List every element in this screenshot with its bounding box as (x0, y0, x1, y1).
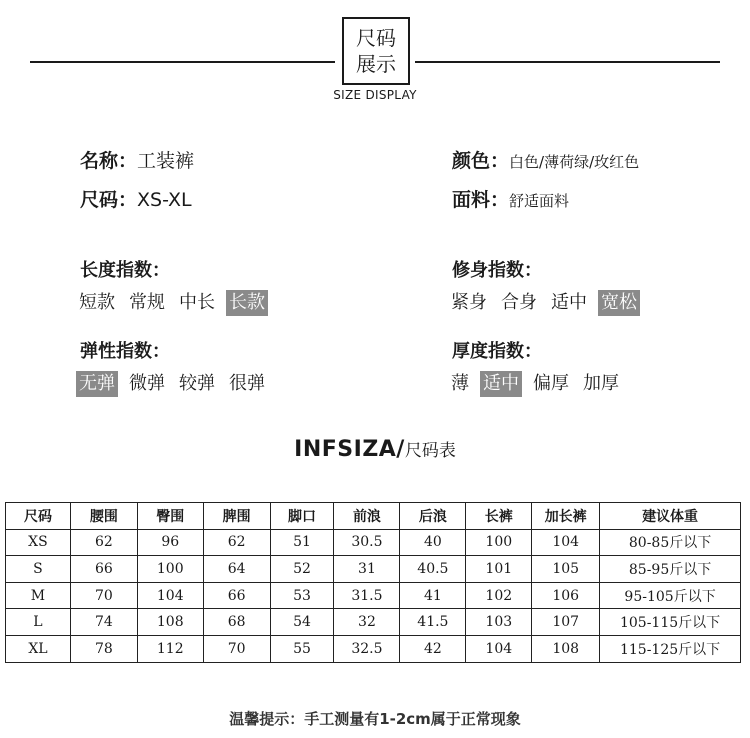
info-color-label: 颜色： (452, 150, 510, 172)
table-cell: XS (6, 529, 71, 556)
table-cell: 64 (203, 556, 270, 583)
table-cell: S (6, 556, 71, 583)
column-header: 后浪 (400, 503, 466, 530)
table-cell: 108 (532, 635, 600, 662)
size-chart-subtitle: 尺码表 (404, 441, 456, 461)
table-cell: 103 (466, 609, 532, 636)
thickness-option: 适中 (480, 371, 522, 397)
size-table-header-row (6, 503, 741, 530)
table-cell: 80-85斤以下 (600, 529, 741, 556)
table-cell: 74 (70, 609, 137, 636)
table-cell: 112 (137, 635, 203, 662)
column-header: 脚口 (270, 503, 334, 530)
size-chart-brand: INFSIZA/ (294, 437, 405, 462)
fit-option: 宽松 (598, 290, 640, 316)
elasticity-index-options (76, 371, 276, 397)
column-header: 建议体重 (600, 503, 741, 530)
table-cell: 40.5 (400, 556, 466, 583)
table-row (6, 556, 741, 583)
length-option: 短款 (79, 292, 115, 313)
length-option: 长款 (226, 290, 268, 316)
table-cell: 62 (70, 529, 137, 556)
table-cell: XL (6, 635, 71, 662)
size-table (5, 502, 741, 663)
table-cell: 40 (400, 529, 466, 556)
fit-option: 适中 (551, 292, 587, 313)
thickness-index-options (448, 371, 630, 397)
table-cell: L (6, 609, 71, 636)
table-cell: 105-115斤以下 (600, 609, 741, 636)
table-cell: 100 (137, 556, 203, 583)
header-title-line2: 展示 (356, 52, 396, 76)
thickness-option: 薄 (451, 373, 469, 394)
thickness-option: 加厚 (583, 373, 619, 394)
elasticity-index-title: 弹性指数： (80, 341, 170, 362)
table-row (6, 635, 741, 662)
column-header: 尺码 (6, 503, 71, 530)
header-rule-left (30, 61, 335, 63)
table-cell: 32.5 (334, 635, 400, 662)
table-row (6, 582, 741, 609)
column-header: 脾围 (203, 503, 270, 530)
table-cell: 104 (466, 635, 532, 662)
info-name-value: 工装裤 (137, 150, 195, 172)
header-subtitle: SIZE DISPLAY (333, 88, 417, 102)
table-cell: 104 (137, 582, 203, 609)
fit-index-title: 修身指数： (452, 260, 542, 281)
fit-option: 合身 (501, 292, 537, 313)
table-cell: 32 (334, 609, 400, 636)
table-cell: 42 (400, 635, 466, 662)
fit-index-options (448, 290, 648, 316)
table-cell: 105 (532, 556, 600, 583)
measurement-tip: 温馨提示：手工测量有1-2cm属于正常现象 (229, 710, 521, 728)
column-header: 腰围 (70, 503, 137, 530)
table-cell: 102 (466, 582, 532, 609)
length-option: 中长 (179, 292, 215, 313)
info-size-value: XS-XL (137, 189, 192, 211)
info-fabric (452, 185, 569, 212)
table-cell: 54 (270, 609, 334, 636)
info-color (452, 146, 639, 173)
table-cell: 95-105斤以下 (600, 582, 741, 609)
header-title-line1: 尺码 (356, 26, 396, 50)
table-cell: 62 (203, 529, 270, 556)
elasticity-option: 微弹 (129, 373, 165, 394)
table-cell: 30.5 (334, 529, 400, 556)
length-index-title: 长度指数： (80, 260, 170, 281)
table-cell: 41.5 (400, 609, 466, 636)
info-name-label: 名称： (80, 150, 138, 172)
info-size (80, 185, 192, 212)
table-cell: 51 (270, 529, 334, 556)
table-cell: 31.5 (334, 582, 400, 609)
table-cell: 66 (70, 556, 137, 583)
info-name (80, 146, 194, 173)
column-header: 加长裤 (532, 503, 600, 530)
table-cell: 101 (466, 556, 532, 583)
table-cell: 115-125斤以下 (600, 635, 741, 662)
table-cell: 107 (532, 609, 600, 636)
thickness-index-title: 厚度指数： (452, 341, 542, 362)
size-table-body (6, 529, 741, 662)
header-rule-right (415, 61, 720, 63)
table-row (6, 609, 741, 636)
thickness-option: 偏厚 (533, 373, 569, 394)
elasticity-option: 较弹 (179, 373, 215, 394)
table-cell: 85-95斤以下 (600, 556, 741, 583)
table-cell: 52 (270, 556, 334, 583)
table-cell: 68 (203, 609, 270, 636)
table-cell: 104 (532, 529, 600, 556)
column-header: 长裤 (466, 503, 532, 530)
table-cell: 31 (334, 556, 400, 583)
info-fabric-value: 舒适面料 (509, 192, 570, 210)
header-title-box (342, 17, 410, 85)
table-cell: 70 (203, 635, 270, 662)
table-cell: 96 (137, 529, 203, 556)
table-cell: 53 (270, 582, 334, 609)
fit-option: 紧身 (451, 292, 487, 313)
info-size-label: 尺码： (80, 189, 138, 211)
column-header: 臀围 (137, 503, 203, 530)
elasticity-option: 无弹 (76, 371, 118, 397)
column-header: 前浪 (334, 503, 400, 530)
table-cell: M (6, 582, 71, 609)
table-cell: 78 (70, 635, 137, 662)
table-row (6, 529, 741, 556)
length-option: 常规 (129, 292, 165, 313)
table-cell: 100 (466, 529, 532, 556)
table-cell: 108 (137, 609, 203, 636)
table-cell: 70 (70, 582, 137, 609)
table-cell: 106 (532, 582, 600, 609)
elasticity-option: 很弹 (229, 373, 265, 394)
size-chart-title (0, 436, 750, 462)
table-cell: 55 (270, 635, 334, 662)
table-cell: 66 (203, 582, 270, 609)
table-cell: 41 (400, 582, 466, 609)
info-color-value: 白色/薄荷绿/玫红色 (509, 153, 640, 171)
info-fabric-label: 面料： (452, 189, 510, 211)
length-index-options (76, 290, 276, 316)
